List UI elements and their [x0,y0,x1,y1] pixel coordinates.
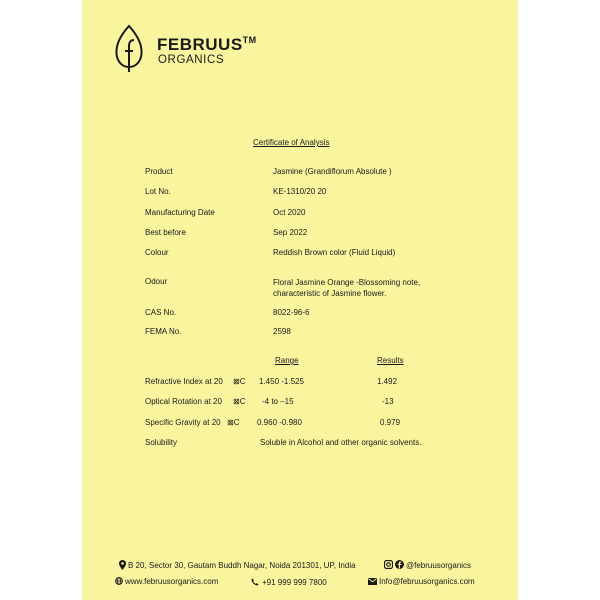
brand-subtitle: ORGANICS [158,54,225,66]
footer-phone[interactable]: +91 999 999 7800 [262,578,327,587]
results-header: Results [377,356,404,365]
row-value-cas: 8022-96-6 [273,308,310,317]
spec-label-gravity: Specific Gravity at 20 [145,418,221,427]
odour-line-1: Floral Jasmine Orange -Blossoming note, [273,278,421,287]
location-pin-icon [119,560,126,570]
instagram-icon[interactable] [384,560,393,569]
spec-result-gravity: 0.979 [380,418,401,427]
spec-label-optical: Optical Rotation at 20 [145,397,222,406]
spec-range-optical: -4 to –15 [262,397,294,406]
range-header: Range [275,356,299,365]
row-value-product: Jasmine (Grandiflorum Absolute ) [273,167,392,176]
spec-range-gravity: 0.960 -0.980 [257,418,302,427]
row-value-best-before: Sep 2022 [273,228,308,237]
spec-unit-refractive: ⊠C [233,377,246,386]
spec-label-refractive: Refractive Index at 20 [145,377,223,386]
brand-name: FEBRUUS™ [157,35,257,54]
row-label-lot: Lot No. [145,187,171,196]
row-label-odour: Odour [145,277,168,286]
facebook-icon[interactable] [395,560,404,569]
solubility-value: Soluble in Alcohol and other organic solvents. [260,438,422,447]
spec-result-refractive: 1.492 [377,377,398,386]
row-label-best-before: Best before [145,228,186,237]
row-label-cas: CAS No. [145,308,177,317]
row-label-colour: Colour [145,248,169,257]
globe-icon [115,577,123,585]
spec-unit-optical: ⊠C [233,397,246,406]
row-value-mfg-date: Oct 2020 [273,208,306,217]
row-label-product: Product [145,167,173,176]
footer-social-handle[interactable]: @februusorganics [406,561,472,570]
trademark: TM [242,35,257,45]
row-value-fema: 2598 [273,327,291,336]
mail-icon [368,578,377,585]
spec-result-optical: -13 [382,397,394,406]
row-value-lot: KE-1310/20 20 [273,187,327,196]
document-title: Certificate of Analysis [253,138,330,147]
solubility-label: Solubility [145,438,178,447]
phone-icon [251,578,259,586]
row-label-fema: FEMA No. [145,327,182,336]
row-label-mfg-date: Manufacturing Date [145,208,215,217]
footer-email[interactable]: Info@februusorganics.com [379,577,475,586]
footer-address: B 20, Sector 30, Gautam Buddh Nagar, Noida 201301, UP, India [128,561,356,570]
row-value-odour [273,277,420,299]
footer-website[interactable]: www.februusorganics.com [125,577,219,586]
odour-line-2: characteristic of Jasmine flower. [273,289,387,298]
leaf-f-icon [112,24,146,74]
row-value-colour: Reddish Brown color (Fluid Liquid) [273,248,396,257]
spec-unit-gravity: ⊠C [227,418,240,427]
spec-range-refractive: 1.450 -1.525 [259,377,304,386]
certificate-sheet [82,0,518,600]
